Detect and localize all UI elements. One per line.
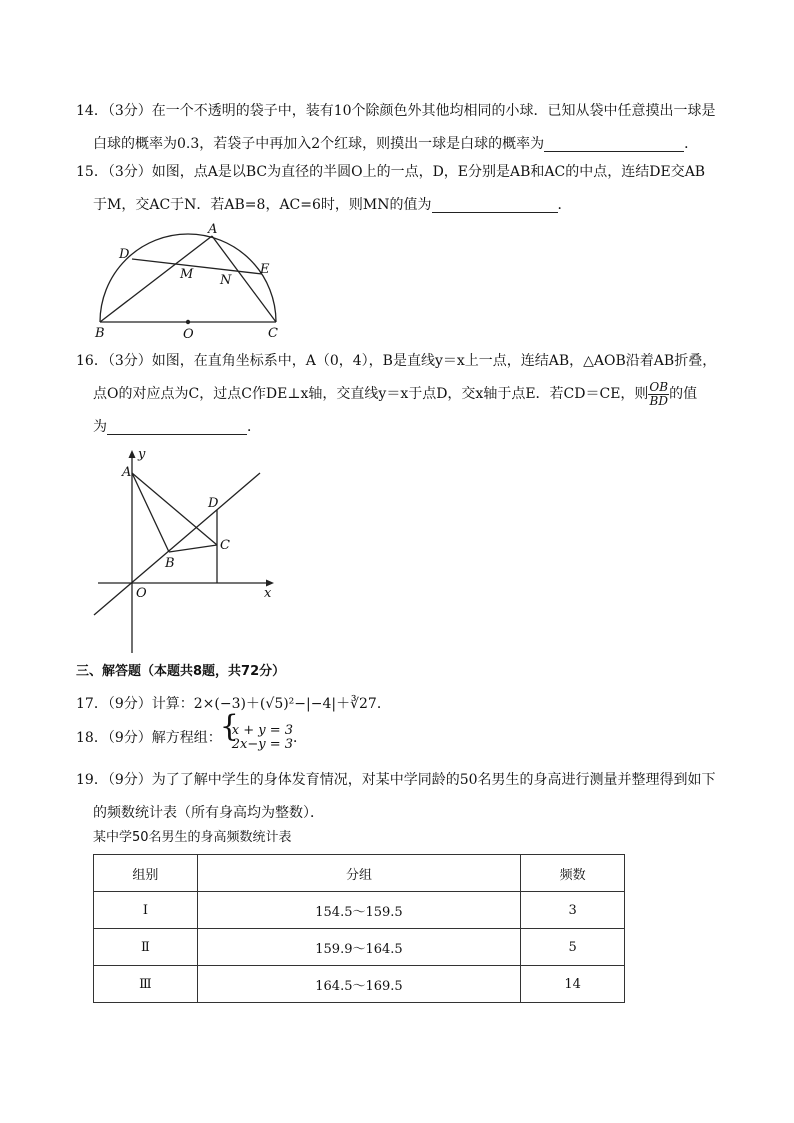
q14-number: 14．（3分） bbox=[76, 103, 152, 119]
q15-answer-blank[interactable] bbox=[432, 194, 558, 213]
q17-line bbox=[76, 688, 736, 721]
table-row bbox=[94, 966, 625, 1003]
equation-1: { x + y = 3 bbox=[231, 723, 293, 738]
label-d: D bbox=[208, 496, 219, 511]
cell-interval: 154.5～159.5 bbox=[197, 892, 520, 929]
center-point-o bbox=[186, 320, 190, 324]
label-x: x bbox=[264, 586, 272, 601]
header-group: 组别 bbox=[94, 855, 198, 892]
segment-ab bbox=[132, 473, 169, 552]
label-b: B bbox=[95, 326, 105, 341]
q19-text-2: 的频数统计表（所有身高均为整数）． bbox=[93, 805, 324, 821]
q14-text-1: 在一个不透明的袋子中，装有10个除颜色外其他均相同的小球．已知从袋中任意摸出一球是 bbox=[151, 103, 716, 119]
cell-group: Ⅲ bbox=[94, 966, 198, 1003]
q16-number: 16．（3分） bbox=[76, 353, 152, 369]
label-o: O bbox=[136, 586, 147, 601]
fraction-numerator: OB bbox=[649, 379, 669, 394]
q14-line1 bbox=[76, 95, 736, 128]
q15-figure bbox=[88, 222, 288, 342]
q17-number: 17．（9分） bbox=[76, 696, 152, 712]
frequency-table bbox=[93, 854, 625, 1003]
label-e: E bbox=[260, 262, 270, 277]
label-y: y bbox=[138, 447, 146, 462]
question-14 bbox=[76, 95, 736, 161]
q14-text-2: 白球的概率为0.3，若袋子中再加入2个红球，则摸出一球是白球的概率为 bbox=[93, 136, 545, 152]
question-16 bbox=[76, 345, 736, 444]
q16-line1 bbox=[76, 345, 736, 378]
cell-frequency: 5 bbox=[521, 929, 625, 966]
q18-period: ． bbox=[293, 730, 308, 746]
cell-interval: 159.9～164.5 bbox=[197, 929, 520, 966]
header-interval: 分组 bbox=[197, 855, 520, 892]
q16-text-2a: 点O的对应点为C，过点C作DE⊥x轴，交直线y＝x于点D，交x轴于点E．若CD＝CE，则 bbox=[93, 386, 649, 402]
table-row bbox=[94, 892, 625, 929]
equation-system bbox=[222, 724, 293, 752]
chord-ab bbox=[100, 236, 212, 322]
q16-line3 bbox=[76, 411, 736, 444]
header-frequency: 频数 bbox=[521, 855, 625, 892]
fraction-denominator: BD bbox=[649, 393, 668, 408]
segment-bc bbox=[169, 545, 217, 552]
equation-2: 2x−y = 3 bbox=[231, 737, 294, 752]
q15-line1 bbox=[76, 156, 736, 189]
table-header-row bbox=[94, 855, 625, 892]
q16-line2 bbox=[76, 378, 736, 411]
section-3-heading: 三、解答题（本题共8题，共72分） bbox=[76, 664, 286, 679]
q16-period: ． bbox=[247, 419, 261, 435]
label-d: D bbox=[119, 247, 130, 262]
label-m: M bbox=[180, 267, 194, 282]
label-a: A bbox=[122, 465, 132, 480]
q19-line1 bbox=[76, 764, 736, 797]
q15-period: ． bbox=[557, 197, 572, 213]
cell-group: Ⅰ bbox=[94, 892, 198, 929]
cell-interval: 164.5～169.5 bbox=[197, 966, 520, 1003]
label-a: A bbox=[208, 222, 218, 237]
table-caption: 某中学50名男生的身高频数统计表 bbox=[93, 830, 292, 845]
q18-text: 解方程组： bbox=[151, 730, 222, 746]
q15-text-2: 于M，交AC于N．若AB=8，AC=6时，则MN的值为 bbox=[93, 197, 432, 213]
question-15 bbox=[76, 156, 736, 222]
q15-text-1: 如图，点A是以BC为直径的半圆O上的一点，D，E分别是AB和AC的中点，连结DE交AB bbox=[151, 164, 706, 180]
q19-text-1: 为了了解中学生的身体发育情况，对某中学同龄的50名男生的身高进行测量并整理得到如下 bbox=[151, 772, 716, 788]
q16-fraction bbox=[648, 381, 669, 408]
question-17 bbox=[76, 688, 736, 721]
q16-text-1: 如图，在直角坐标系中，A（0，4），B是直线y＝x上一点，连结AB，△AOB沿着AB折叠， bbox=[151, 353, 717, 369]
segment-ac bbox=[132, 473, 217, 545]
label-c: C bbox=[220, 538, 230, 553]
q14-period: ． bbox=[684, 136, 699, 152]
y-axis-arrow-icon bbox=[129, 450, 136, 458]
line-y-equals-x bbox=[94, 473, 260, 615]
q16-text-2b: 的值 bbox=[669, 386, 698, 402]
q16-figure bbox=[90, 445, 290, 655]
q15-line2 bbox=[76, 189, 736, 222]
label-n: N bbox=[220, 273, 232, 288]
label-c: C bbox=[268, 326, 278, 341]
q14-answer-blank[interactable] bbox=[544, 133, 684, 152]
q17-expression: 计算：2×(−3)＋(√5)²−|−4|＋∛27． bbox=[151, 696, 391, 712]
q16-answer-blank[interactable] bbox=[107, 416, 247, 435]
cell-frequency: 14 bbox=[521, 966, 625, 1003]
q15-number: 15．（3分） bbox=[76, 164, 152, 180]
q19-number: 19．（9分） bbox=[76, 772, 152, 788]
label-b: B bbox=[165, 556, 175, 571]
table-row bbox=[94, 929, 625, 966]
label-o: O bbox=[183, 327, 194, 342]
q18-number: 18．（9分） bbox=[76, 730, 152, 746]
question-18 bbox=[76, 722, 736, 755]
cell-group: Ⅱ bbox=[94, 929, 198, 966]
question-19 bbox=[76, 764, 736, 830]
line-de bbox=[132, 259, 262, 274]
q18-line bbox=[76, 722, 736, 755]
q16-text-3: 为 bbox=[93, 419, 107, 435]
cell-frequency: 3 bbox=[521, 892, 625, 929]
